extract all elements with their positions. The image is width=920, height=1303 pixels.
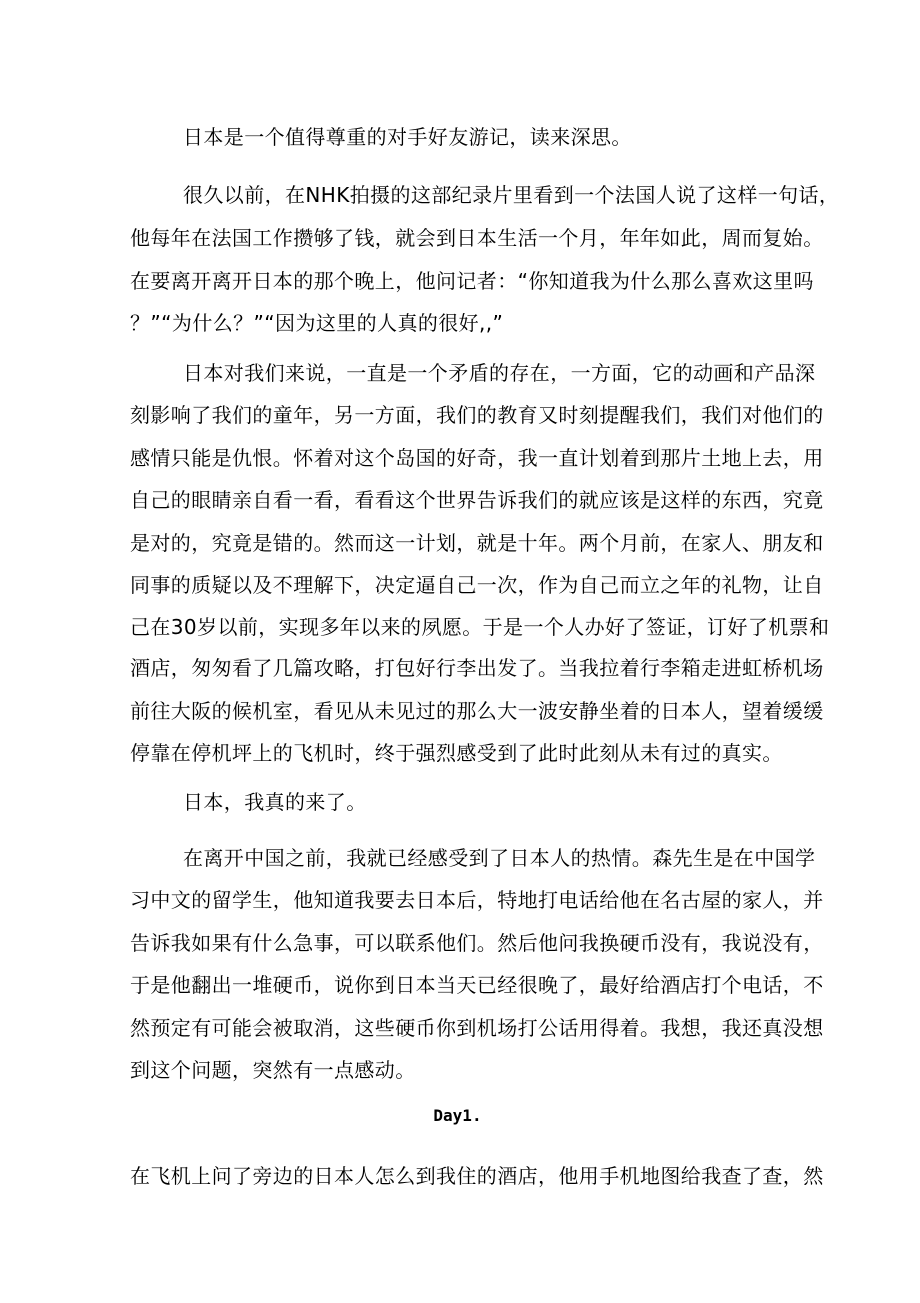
paragraph-line: 在离开中国之前，我就已经感受到了日本人的热情。森先生是在中国学: [183, 846, 816, 870]
paragraph-line: 于是他翻出一堆硬币，说你到日本当天已经很晚了，最好给酒店打个电话，不: [130, 973, 824, 997]
paragraph-line: 告诉我如果有什么急事，可以联系他们。然后他问我换硬币没有，我说没有，: [130, 931, 824, 955]
paragraph-line: 日本对我们来说，一直是一个矛盾的存在，一方面，它的动画和产品深: [183, 361, 816, 385]
paragraph-line: 同事的质疑以及不理解下，决定逼自己一次，作为自己而立之年的礼物，让自: [130, 573, 824, 597]
paragraph-line: 在要离开离开日本的那个晚上，他问记者：“你知道我为什么那么喜欢这里吗: [130, 269, 814, 293]
paragraph-line: 很久以前，在NHK拍摄的这部纪录片里看到一个法国人说了这样一句话，: [183, 183, 840, 207]
paragraph-line: 日本，我真的来了。: [183, 790, 367, 814]
paragraph-line: 习中文的留学生，他知道我要去日本后，特地打电话给他在名古屋的家人，并: [130, 888, 824, 912]
paragraph-line: ？”“为什么？”“因为这里的人真的很好,,”: [130, 311, 504, 335]
paragraph-line: 是对的，究竟是错的。然而这一计划，就是十年。两个月前，在家人、朋友和: [130, 531, 824, 555]
paragraph-line: 停靠在停机坪上的飞机时，终于强烈感受到了此时此刻从未有过的真实。: [130, 741, 783, 765]
paragraph-line: 前往大阪的候机室，看见从未见过的那么大一波安静坐着的日本人，望着缓缓: [130, 699, 824, 723]
paragraph-line: 自己的眼睛亲自看一看，看看这个世界告诉我们的就应该是这样的东西，究竟: [130, 488, 824, 512]
paragraph-line: 他每年在法国工作攒够了钱，就会到日本生活一个月，年年如此，周而复始。: [130, 226, 824, 250]
section-heading-day1: Day1.: [433, 1106, 482, 1125]
paragraph-line: 己在30岁以前，实现多年以来的夙愿。于是一个人办好了签证，订好了机票和: [130, 615, 830, 639]
paragraph-line: 刻影响了我们的童年，另一方面，我们的教育又时刻提醒我们，我们对他们的: [130, 403, 824, 427]
paragraph-line: 感情只能是仇恨。怀着对这个岛国的好奇，我一直计划着到那片土地上去，用: [130, 446, 824, 470]
document-title-line: 日本是一个值得尊重的对手好友游记，读来深思。: [183, 125, 632, 149]
paragraph-line: 到这个问题，突然有一点感动。: [130, 1058, 416, 1082]
paragraph-line: 然预定有可能会被取消，这些硬币你到机场打公话用得着。我想，我还真没想: [130, 1016, 824, 1040]
paragraph-line: 在飞机上问了旁边的日本人怎么到我住的酒店，他用手机地图给我查了查，然: [130, 1164, 824, 1188]
paragraph-line: 酒店，匆匆看了几篇攻略，打包好行李出发了。当我拉着行李箱走进虹桥机场: [130, 656, 824, 680]
